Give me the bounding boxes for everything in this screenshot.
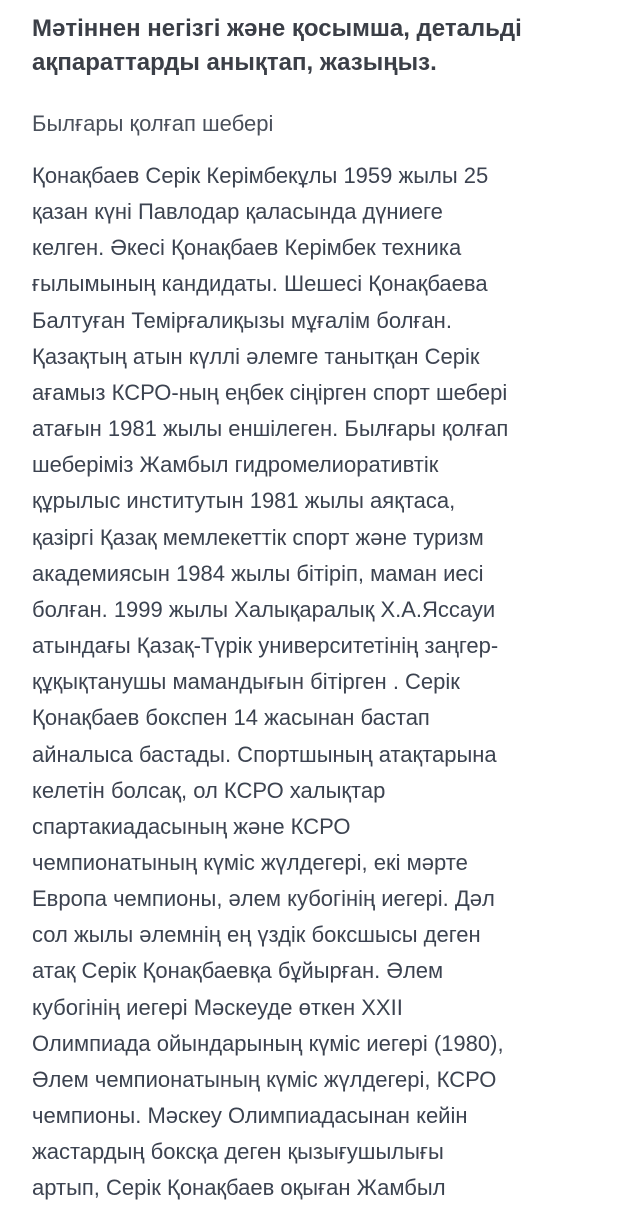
text-line: жастардың боксқа деген қызығушылығы xyxy=(32,1139,444,1165)
text-line: спартакиадасының және КСРО xyxy=(32,813,351,839)
text-line: Қонақбаев Серік Керімбекұлы 1959 жылы 25 xyxy=(32,163,489,188)
text-body xyxy=(32,158,622,1207)
text-line: шеберіміз Жамбыл гидромелиоративтік xyxy=(32,452,439,478)
text-line: атақ Серік Қонақбаевқа бұйырған. Әлем xyxy=(32,958,444,984)
text-line: ғылымының кандидаты. Шешесі Қонақбаева xyxy=(32,271,488,297)
text-title: Былғары қолғап шебері xyxy=(32,111,274,136)
text-line: Әлем чемпионатының күміс жүлдегері, КСРО xyxy=(32,1066,497,1092)
text-line: сол жылы әлемнің ең үздік боксшысы деген xyxy=(32,922,481,948)
text-line: келген. Әкесі Қонақбаев Керімбек техника xyxy=(32,235,462,261)
text-line: Олимпиада ойындарының күміс иегері (1980), xyxy=(32,1030,504,1056)
text-line: ағамыз КСРО-ның еңбек сіңірген спорт шебері xyxy=(32,379,508,405)
question-heading-line: ақпараттарды анықтап, жазыңыз. xyxy=(32,49,437,76)
document-page xyxy=(32,12,622,1207)
text-line: қазіргі Қазақ мемлекеттік спорт және туризм xyxy=(32,524,484,550)
text-line: чемпионы. Мәскеу Олимпиадасынан кейін xyxy=(32,1103,468,1129)
text-line: академиясын 1984 жылы бітіріп, маман иесі xyxy=(32,560,484,586)
text-line: құрылыс институтын 1981 жылы аяқтаса, xyxy=(32,488,456,514)
text-line: артып, Серік Қонақбаев оқыған Жамбыл xyxy=(32,1175,446,1201)
text-line: атындағы Қазақ-Түрік университетінің заңгер- xyxy=(32,633,499,659)
text-line: Қонақбаев бокспен 14 жасынан бастап xyxy=(32,705,430,731)
text-line: чемпионатының күміс жүлдегері, екі мәрте xyxy=(32,849,468,875)
text-line: Балтуған Темірғалиқызы мұғалім болған. xyxy=(32,307,452,333)
text-line: Қазақтың атын күллі әлемге танытқан Серік xyxy=(32,343,480,369)
text-line: атағын 1981 жылы еншілеген. Былғары қолғап xyxy=(32,416,509,442)
text-line: Европа чемпионы, әлем кубогінің иегері. Дәл xyxy=(32,886,495,912)
text-line: кубогінің иегері Мәскеуде өткен XXII xyxy=(32,994,403,1020)
text-line: құқықтанушы мамандығын бітірген . Серік xyxy=(32,669,460,695)
text-line: келетін болсақ, ол КСРО халықтар xyxy=(32,777,386,803)
text-line: болған. 1999 жылы Халықаралық Х.А.Яссауи xyxy=(32,596,496,622)
text-line: айналыса бастады. Спортшының атақтарына xyxy=(32,741,497,767)
question-heading-line: Мәтіннен негізгі және қосымша, детальді xyxy=(32,15,522,42)
question-heading xyxy=(32,12,622,80)
text-line: қазан күні Павлодар қаласында дүниеге xyxy=(32,199,443,225)
